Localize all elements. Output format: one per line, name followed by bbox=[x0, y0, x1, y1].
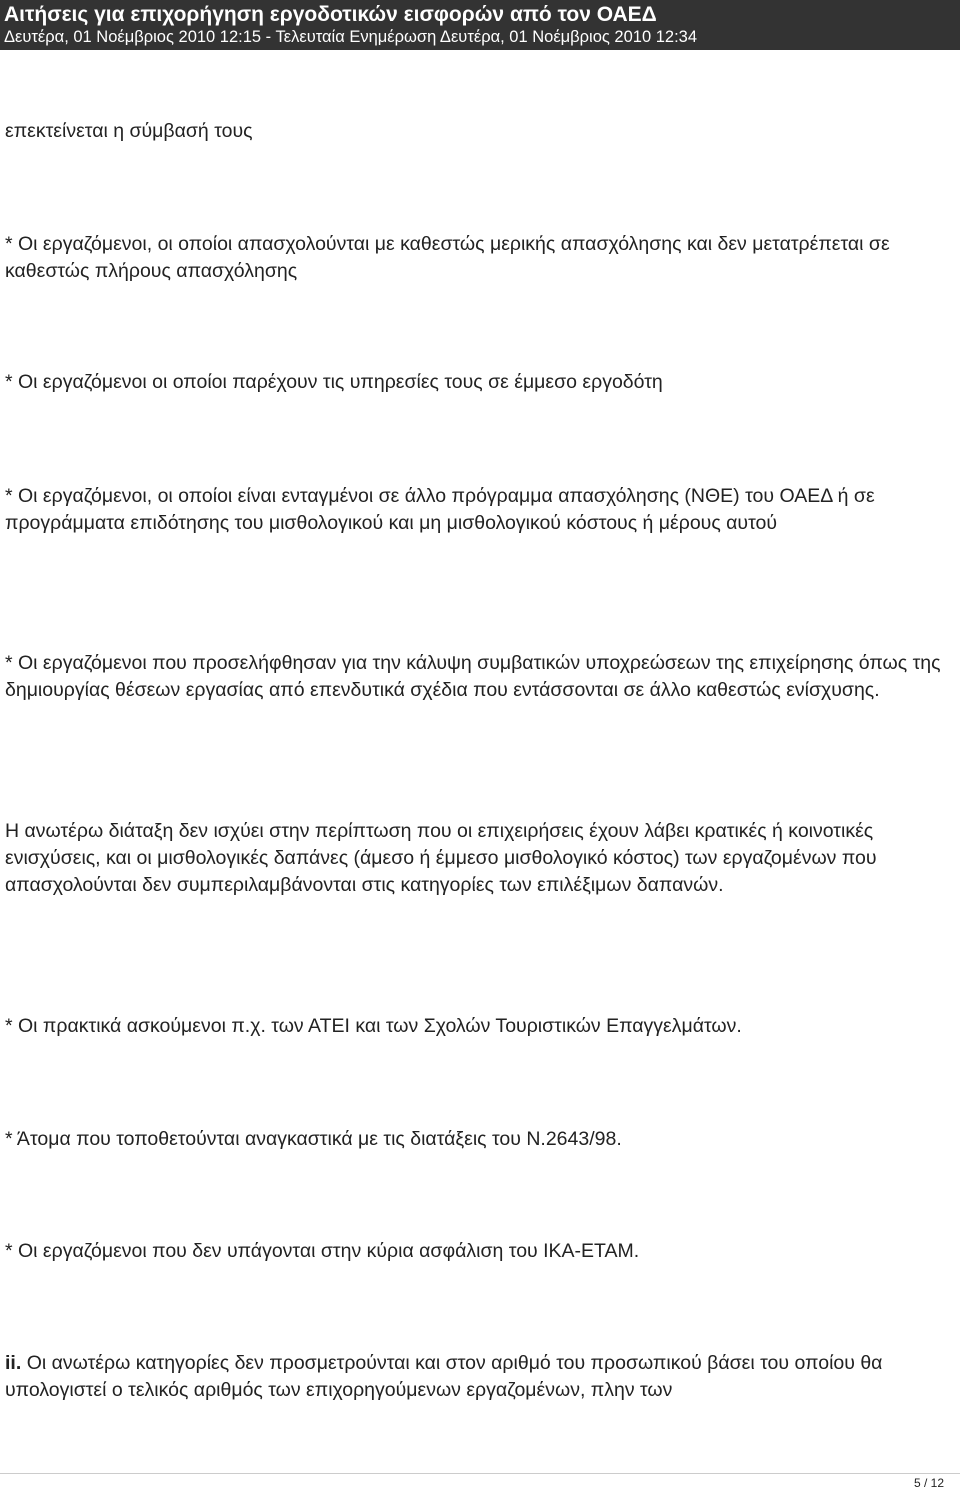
paragraph-other-programs: * Οι εργαζόμενοι, οι οποίοι είναι ενταγμένοι σε άλλο πρόγραμμα απασχόλησης (ΝΘΕ) του ΟΑΕΔ ή σε προγράμματα επιδότησης του μισθολογικού και μη μισθολογικού κόστους ή μέρους αυτού bbox=[5, 485, 875, 534]
paragraph-staff-count bbox=[5, 1350, 957, 1404]
paragraph-state-aid-exception: Η ανωτέρω διάταξη δεν ισχύει στην περίπτωση που οι επιχειρήσεις έχουν λάβει κρατικές ή κοινοτικές ενισχύσεις, και οι μισθολογικές δαπάνες (άμεσο ή έμμεσο μισθολογικό κόστος) των εργαζομένων που απασχολούνται δεν συμπεριλαμβάνονται στις κατηγορίες των επιλέξιμων δαπανών. bbox=[5, 820, 877, 896]
paragraph-staff-count-text: Οι ανωτέρω κατηγορίες δεν προσμετρούνται και στον αριθμό του προσωπικού βάσει του οποίου θα υπολογιστεί ο τελικός αριθμός των επιχορηγούμενων εργαζομένων, πλην των bbox=[5, 1352, 883, 1401]
paragraph-ika-etam-insurance: * Οι εργαζόμενοι που δεν υπάγονται στην κύρια ασφάλιση του ΙΚΑ-ΕΤΑΜ. bbox=[5, 1240, 640, 1262]
paragraph-contractual-obligations: * Οι εργαζόμενοι που προσελήφθησαν για την κάλυψη συμβατικών υποχρεώσεων της επιχείρησης όπως της δημιουργίας θέσεων εργασίας από επενδυτικά σχέδια που εντάσσονται σε άλλο καθεστώς ενίσχυσης. bbox=[5, 652, 941, 701]
paragraph-contract-extension: επεκτείνεται η σύμβασή τους bbox=[5, 120, 253, 142]
page-number: 5 / 12 bbox=[913, 1476, 944, 1490]
paragraph-indirect-employer: * Οι εργαζόμενοι οι οποίοι παρέχουν τις υπηρεσίες τους σε έμμεσο εργοδότη bbox=[5, 371, 663, 393]
footer-divider bbox=[0, 1473, 960, 1474]
document-date-line: Δευτέρα, 01 Νοέμβριος 2010 12:15 - Τελευταία Ενημέρωση Δευτέρα, 01 Νοέμβριος 2010 12:34 bbox=[4, 28, 698, 46]
paragraph-trainees: * Οι πρακτικά ασκούμενοι π.χ. των ΑΤΕΙ και των Σχολών Τουριστικών Επαγγελμάτων. bbox=[5, 1015, 742, 1037]
document-header bbox=[0, 0, 960, 50]
paragraph-compulsory-placement: * Άτομα που τοποθετούνται αναγκαστικά με τις διατάξεις του Ν.2643/98. bbox=[5, 1128, 622, 1150]
document-title: Αιτήσεις για επιχορήγηση εργοδοτικών εισφορών από τον ΟΑΕΔ bbox=[4, 3, 657, 26]
list-marker: ii. bbox=[5, 1352, 22, 1374]
paragraph-part-time-employees: * Οι εργαζόμενοι, οι οποίοι απασχολούνται με καθεστώς μερικής απασχόλησης και δεν μετατρέπεται σε καθεστώς πλήρους απασχόλησης bbox=[5, 233, 890, 282]
